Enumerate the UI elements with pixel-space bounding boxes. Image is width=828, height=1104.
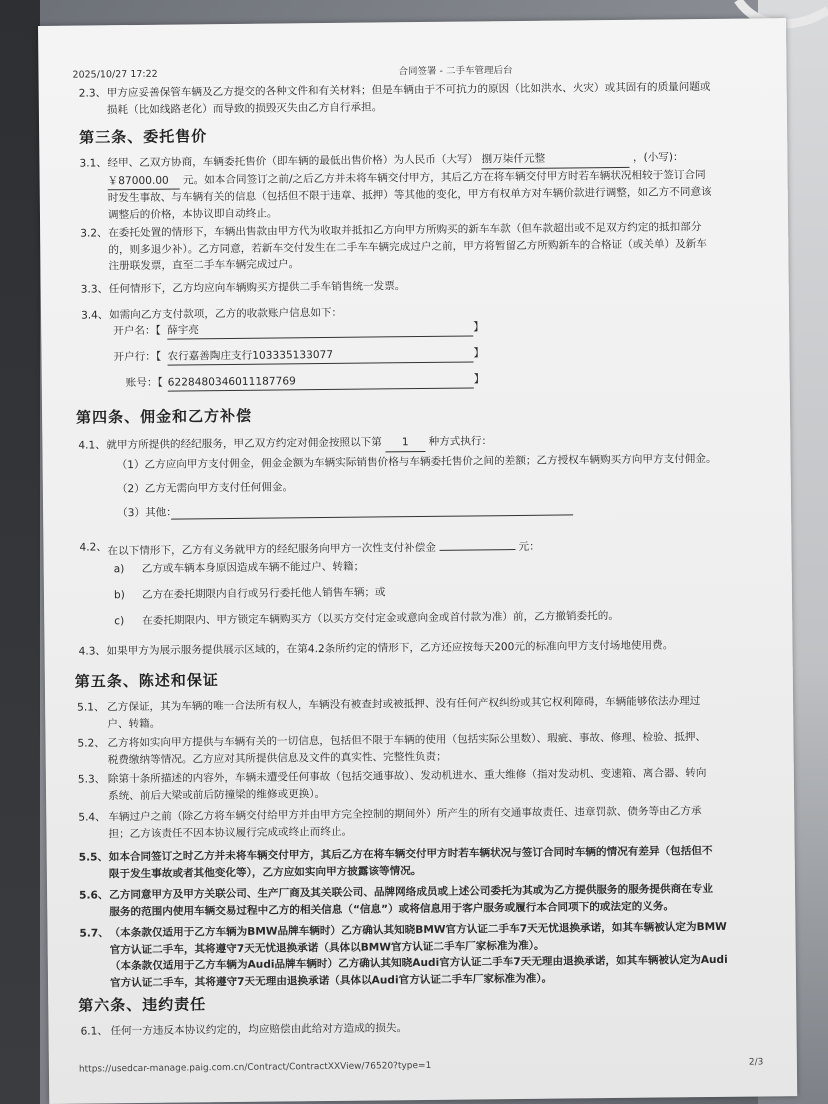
clause-text: 经甲、乙双方协商，车辆委托售价（即车辆的最低出售价格）为人民币（大写） <box>107 153 479 170</box>
clause-text-line: 调整后的价格，本协议即自动终止。 <box>107 207 278 221</box>
clause-5-4 <box>108 802 798 842</box>
clause-number: 5.7、 <box>79 927 109 940</box>
clause-text-line: 担；乙方该责任不因本协议履行完成或终止而终止。 <box>108 825 353 840</box>
section-6-title: 第六条、违约责任 <box>78 995 207 1015</box>
clause-text-line: 服务的范围内使用车辆交易过程中乙方的相关信息（“信息”）或将信息用于客户服务或履行本合同项下的或法定的义务。 <box>109 899 675 918</box>
clause-3-3: 任何情形下，乙方均应向车辆购买方提供二手车销售统一发票。 <box>108 280 406 296</box>
clause-5-2 <box>107 728 797 768</box>
price-lower-field: ￥87000.00 <box>108 172 180 190</box>
clause-number: 6.1、 <box>80 1025 109 1038</box>
clause-text-line: 注册联发票，直至二手车车辆完成过户。 <box>108 258 300 273</box>
item-b-text: 乙方在委托期限内自行或另行委托他人销售车辆；或 <box>141 586 386 601</box>
clause-2-3 <box>107 78 787 118</box>
section-4-title: 第四条、佣金和乙方补偿 <box>76 406 253 427</box>
option-2: （2）乙方无需向甲方支付任何佣金。 <box>116 481 294 496</box>
clause-text-line: 乙方保证，其为车辆的唯一合法所有权人，车辆没有被查封或被抵押、没有任何产权纠纷或其它权利障碍，车辆能够依法办理过 <box>107 695 701 714</box>
print-title: 合同签署 - 二手车管理后台 <box>398 65 513 78</box>
bracket-close: 】 <box>473 346 485 360</box>
bracket-close: 】 <box>473 320 485 334</box>
clause-number: 5.1、 <box>77 701 105 714</box>
clause-5-6 <box>109 880 799 920</box>
clause-5-3 <box>108 764 798 804</box>
page-number: 2/3 <box>748 1057 764 1068</box>
item-a-text: 乙方或车辆本身原因造成车辆不能过户、转籍； <box>141 560 365 575</box>
clause-3-4: 如需向乙方支付款项，乙方的收款账户信息如下： <box>108 306 343 322</box>
item-c-marker: c) <box>114 615 125 628</box>
bracket-close: 】 <box>473 372 485 386</box>
clause-5-7 <box>109 918 800 991</box>
price-upper-field: 捌万柒仟元整 <box>481 150 629 169</box>
clause-text-line: （本条款仅适用于乙方车辆为Audi品牌车辆时）乙方确认其知晓Audi官方认证二手车7天无理由退换承诺，如其车辆被认定为Audi <box>109 953 728 973</box>
clause-text-line: 限于发生事故或者其他变化等），乙方应如实向甲方披露该等情况。 <box>108 864 422 880</box>
clause-text-line: 甲方应妥善保管车辆及乙方提交的各种文件和有关材料；但是车辆由于不可抗力的原因（比如洪水、火灾）或其固有的质量问题或 <box>106 80 711 100</box>
clause-number: 3.2、 <box>80 227 108 240</box>
clause-text-line: 乙方同意甲方及甲方关联公司、生产厂商及其关联公司、品牌网络成员或上述公司委托为其或为乙方提供服务的服务提供商在专业 <box>109 882 713 902</box>
compensation-amount-field <box>439 535 515 551</box>
clause-text: 在以下情形下，乙方有义务就甲方的经纪服务向甲方一次性支付补偿金 <box>107 541 436 558</box>
contract-page <box>38 18 797 1104</box>
clause-text-line: （本条款仅适用于乙方车辆为BMW品牌车辆时）乙方确认其知晓BMW官方认证二手车7天无忧退换承诺，如其车辆被认定为BMW <box>109 920 727 940</box>
item-a-marker: a) <box>113 563 125 576</box>
clause-5-5 <box>109 842 799 882</box>
account-number-label: 账号：【 <box>125 376 163 390</box>
option-3-field <box>171 500 573 519</box>
clause-text-line: 税费缴纳等情况。乙方应对其所提供信息及文件的真实性、完整性负责； <box>107 750 447 766</box>
clause-number: 4.2、 <box>79 541 107 554</box>
clause-number: 5.4、 <box>78 811 106 824</box>
account-holder-label: 开户名：【 <box>113 324 161 338</box>
bank-field: 农行嘉善陶庄支行103335133077 <box>167 345 473 365</box>
clause-text-line: 户、转籍。 <box>107 717 161 730</box>
clause-number: 4.1、 <box>78 439 106 452</box>
option-1: （1）乙方应向甲方支付佣金，佣金金额为车辆实际销售价格与车辆委托售价之间的差额；乙方授权车辆购买方向甲方支付佣金。 <box>116 452 717 472</box>
clause-6-1: 任何一方违反本协议约定的，均应赔偿由此给对方造成的损失。 <box>110 1022 408 1038</box>
option-3: （3）其他： <box>117 506 177 520</box>
clause-number: 3.1、 <box>79 157 107 170</box>
clause-text-line: 乙方将如实向甲方提供与车辆有关的一切信息，包括但不限于车辆的使用（包括实际公里数）、瑕疵、事故、修理、检验、抵押、 <box>107 731 707 750</box>
clause-number: 5.3、 <box>77 773 106 786</box>
clause-text-line: 如本合同签订之时乙方并未将车辆交付甲方，其后乙方在将车辆交付甲方时若车辆状况与签订合同时车辆的情况有差异（包括但不 <box>108 844 713 864</box>
clause-text: 元： <box>518 540 540 553</box>
clause-text-line: 在委托处置的情形下，车辆出售款由甲方代为收取并抵扣乙方向甲方所购买的新车车款（但车款超出或不足双方约定的抵扣部分 <box>108 221 702 240</box>
clause-text: 元。如本合同签订之前/之后乙方并未将车辆交付甲方，其后乙方在将车辆交付甲方时若车辆状况相较于签订合同 <box>182 168 706 186</box>
account-holder-field: 薛宇亮 <box>167 319 473 339</box>
clause-3-1 <box>107 148 788 223</box>
clause-number: 2.3、 <box>78 87 107 100</box>
section-5-title: 第五条、陈述和保证 <box>74 671 219 691</box>
item-c-text: 在委托期限内、甲方锁定车辆购买方（以买方交付定金或意向金或首付款为准）前，乙方撤销委托的。 <box>142 609 619 627</box>
clause-text-line: 车辆过户之前（除乙方将车辆交付给甲方并由甲方完全控制的期间外）所产生的所有交通事故责任、违章罚款、债务等由乙方承 <box>108 805 702 824</box>
print-datetime: 2025/10/27 17:22 <box>72 68 158 81</box>
account-number-field: 6228480346011187769 <box>168 371 474 391</box>
clause-text-line: 的，则多退少补）。乙方同意，若新车交付发生在二手车车辆完成过户之前，甲方将暂留乙方所购新车的合格证（或关单）及新车 <box>108 237 707 256</box>
clause-number: 5.2、 <box>77 737 106 750</box>
clause-number: 5.6、 <box>79 889 109 902</box>
clause-number: 3.3、 <box>80 283 109 296</box>
clause-text-line: 官方认证二手车，其将遵守7天无忧退换承诺（具体以BMW官方认证二手车厂家标准为准）。 <box>109 939 545 956</box>
item-b-marker: b) <box>113 589 125 602</box>
clause-5-1 <box>107 692 797 732</box>
clause-4-3: 如果甲方为展示服务提供展示区域的，在第4.2条所约定的情形下，乙方还应按每天200元的标准向甲方支付场地使用费。 <box>106 639 674 658</box>
desk-background-left <box>0 0 40 1104</box>
clause-number: 5.5、 <box>78 851 109 864</box>
clause-text: ，(小写)： <box>632 151 684 164</box>
clause-text-line: 除第十条所描述的内容外，车辆未遭受任何事故（包括交通事故）、发动机进水、重大维修（指对发动机、变速箱、离合器、转向 <box>107 767 707 786</box>
clause-text: 种方式执行： <box>428 435 493 448</box>
clause-text-line: 时发生事故、与车辆有关的信息（包括但不限于违章、抵押）等其他的变化，甲方有权单方对车辆价款进行调整，如乙方不同意该 <box>107 185 712 205</box>
clause-3-2 <box>108 218 788 275</box>
print-url: https://usedcar-manage.paig.com.cn/Contract/ContractXXView/76520?type=1 <box>78 1060 432 1075</box>
commission-choice-field: 1 <box>385 434 425 452</box>
clause-text-line: 系统、前后大梁或前后防撞梁的维修或更换）。 <box>108 787 326 802</box>
clause-text-line: 损耗（比如线路老化）而导致的损毁灭失由乙方自行承担。 <box>106 100 383 116</box>
clause-text: 就甲方所提供的经纪服务，甲乙双方约定对佣金按照以下第 <box>106 436 382 452</box>
bank-label: 开户行：【 <box>113 350 162 364</box>
clause-text-line: 官方认证二手车，其将遵守7天无理由退换承诺（具体以Audi官方认证二手车厂家标准为准）。 <box>109 972 553 989</box>
clause-number: 4.3、 <box>78 645 107 658</box>
clause-number: 3.4、 <box>80 309 109 322</box>
section-3-title: 第三条、委托售价 <box>79 127 208 147</box>
